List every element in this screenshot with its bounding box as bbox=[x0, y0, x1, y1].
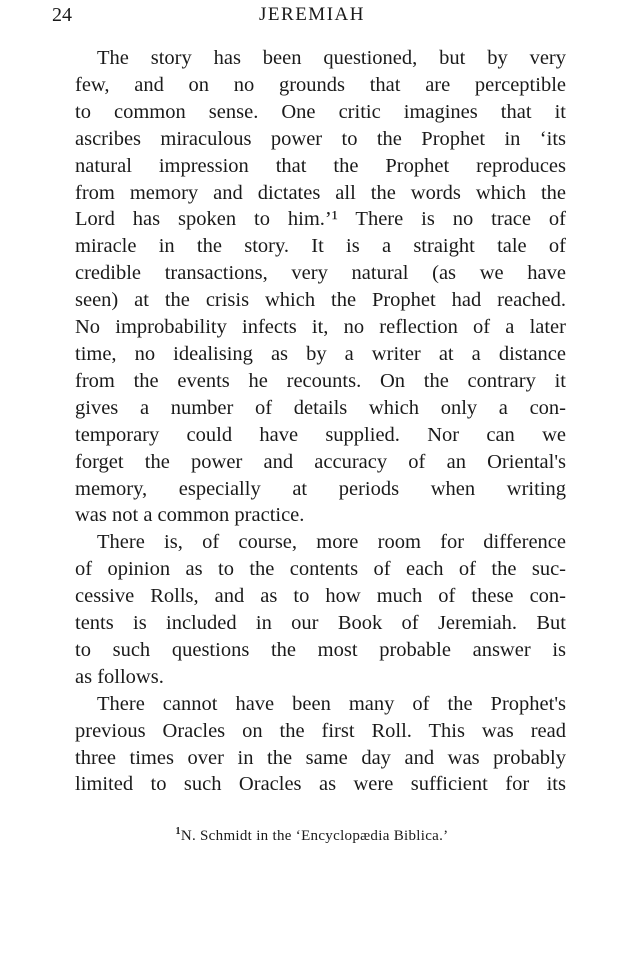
text-line: cessive Rolls, and as to how much of these con- bbox=[75, 585, 566, 608]
body-text bbox=[75, 45, 566, 798]
text-line: There cannot have been many of the Prophet's bbox=[97, 692, 566, 715]
paragraph bbox=[75, 529, 566, 690]
text-line: miracle in the story. It is a straight tale of bbox=[75, 235, 566, 258]
text-line: time, no idealising as by a writer at a distance bbox=[75, 342, 566, 365]
text-line: temporary could have supplied. Nor can we bbox=[75, 423, 566, 446]
running-title: JEREMIAH bbox=[259, 4, 365, 25]
text-line: to such questions the most probable answer is bbox=[75, 638, 566, 661]
text-line: previous Oracles on the first Roll. This was read bbox=[75, 719, 566, 742]
footnote-text: N. Schmidt in the ‘Encyclopædia Biblica.’ bbox=[180, 828, 449, 844]
page-number: 24 bbox=[52, 4, 72, 26]
text-line: memory, especially at periods when writing bbox=[75, 477, 566, 500]
text-line: limited to such Oracles as were sufficient for its bbox=[75, 773, 566, 796]
text-line: from memory and dictates all the words which the bbox=[75, 181, 566, 204]
footnote bbox=[0, 826, 624, 845]
text-line: from the events he recounts. On the contrary it bbox=[75, 369, 566, 392]
footnote-marker: 1 bbox=[175, 826, 181, 837]
text-line: forget the power and accuracy of an Oriental's bbox=[75, 450, 566, 473]
text-line: gives a number of details which only a con- bbox=[75, 396, 566, 419]
text-line: of opinion as to the contents of each of the suc- bbox=[75, 558, 566, 581]
text-line: tents is included in our Book of Jeremiah. But bbox=[75, 612, 566, 635]
text-line: No improbability infects it, no reflection of a later bbox=[75, 316, 566, 339]
text-line: was not a common practice. bbox=[75, 504, 305, 527]
text-line: credible transactions, very natural (as we have bbox=[75, 262, 566, 285]
text-line: three times over in the same day and was probably bbox=[75, 746, 566, 769]
text-line: The story has been questioned, but by very bbox=[97, 47, 566, 69]
text-line: as follows. bbox=[75, 665, 164, 688]
text-line: There is, of course, more room for difference bbox=[97, 531, 566, 554]
text-line: to common sense. One critic imagines that it bbox=[75, 100, 566, 123]
paragraph bbox=[75, 691, 566, 799]
text-line: ascribes miraculous power to the Prophet in ‘its bbox=[75, 127, 566, 150]
text-line: few, and on no grounds that are perceptible bbox=[75, 73, 566, 96]
text-line: Lord has spoken to him.’¹ There is no trace of bbox=[75, 208, 566, 231]
paragraph bbox=[75, 45, 566, 529]
text-line: natural impression that the Prophet reproduces bbox=[75, 154, 566, 177]
text-line: seen) at the crisis which the Prophet had reached. bbox=[75, 289, 566, 312]
